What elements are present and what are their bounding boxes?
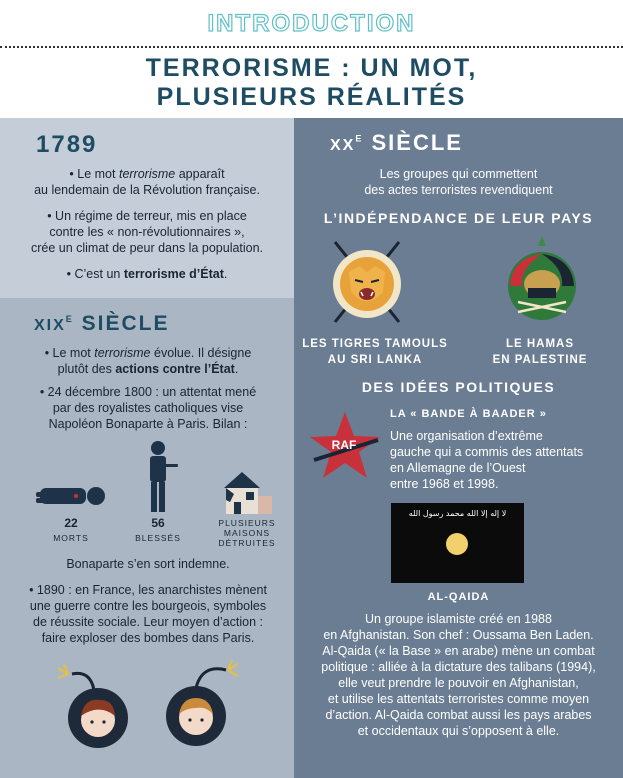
text-chunk: . <box>223 267 228 281</box>
hamas-emblem-icon <box>500 232 584 328</box>
destroyed-house-icon <box>220 470 274 516</box>
dotted-divider <box>0 46 623 48</box>
raf-title: LA « BANDE À BAADER » <box>390 408 547 420</box>
text-line: AU SRI LANKA <box>327 354 423 366</box>
text-chunk: évolue. Il désigne <box>150 346 252 360</box>
text-line: crée un climat de peur dans la population. <box>30 241 264 255</box>
text-line: Les groupes qui commettent <box>379 167 538 181</box>
text-em: terrorisme <box>118 167 176 181</box>
text-line: de réussite sociale. Leur moyen d’action : <box>33 615 263 629</box>
text-line: DÉTRUITES <box>218 538 276 548</box>
text-chunk: • Le mot <box>44 346 95 360</box>
text-line: et occidentaux qui s’opposent à elle. <box>357 724 560 738</box>
title-word: SIÈCLE <box>371 130 463 155</box>
para-1890-anarchists <box>6 582 290 646</box>
text-line: LES TIGRES TAMOULS <box>302 338 448 350</box>
text-line: entre 1968 et 1998. <box>390 477 499 491</box>
page-title-line1: TERRORISME : UN MOT, <box>145 54 478 82</box>
para-al-qaida <box>296 611 621 739</box>
page-title <box>0 54 623 112</box>
title-roman: XIX <box>34 317 66 334</box>
bomb-icon <box>156 656 240 748</box>
text-line: une guerre contre les bourgeois, symboles <box>29 599 267 613</box>
text-line: • Un régime de terreur, mis en place <box>47 209 247 223</box>
text-strong: actions contre l’État <box>115 362 235 376</box>
text-line: MAISONS <box>223 528 271 538</box>
text-line: Al-Qaida (« la Base » en arabe) mène un combat <box>322 644 595 658</box>
text-line: en Allemagne de l’Ouest <box>390 461 526 475</box>
text-line: politique : alliée à la dictature des talibans (1994), <box>321 660 596 674</box>
al-qaida-title: AL-QAIDA <box>427 591 490 603</box>
dead-count: 22 <box>64 516 78 530</box>
section-title-1789: 1789 <box>36 131 98 158</box>
dead-label: MORTS <box>53 533 89 543</box>
text-line: d’action. Al-Qaida combat aussi les pays arabes <box>325 708 592 722</box>
raf-badge-text: RAF <box>331 438 357 452</box>
text-chunk: • Le mot <box>69 167 119 181</box>
text-line: • 24 décembre 1800 : un attentat mené <box>39 385 257 399</box>
para-1789-regime <box>8 208 286 256</box>
bomb-icon <box>54 662 138 748</box>
title-sup: E <box>65 314 74 324</box>
tiger-emblem-icon <box>325 236 409 328</box>
houses-label <box>208 518 286 548</box>
title-sup: E <box>355 133 364 144</box>
text-line: Une organisation d’extrême <box>390 429 543 443</box>
title-roman: XX <box>330 137 356 154</box>
text-line: PLUSIEURS <box>218 518 276 528</box>
text-line: en Afghanistan. Son chef : Oussama Ben Laden. <box>323 628 594 642</box>
para-20th-intro <box>294 166 623 198</box>
para-19th-attack <box>8 384 288 432</box>
subheading-political-ideas: DES IDÉES POLITIQUES <box>361 379 556 395</box>
text-chunk: . <box>234 362 239 376</box>
text-chunk: apparaît <box>175 167 225 181</box>
text-chunk: plutôt des <box>57 362 116 376</box>
text-line: Un groupe islamiste créé en 1988 <box>365 612 552 626</box>
para-unharmed: Bonaparte s’en sort indemne. <box>66 557 230 571</box>
text-line: elle veut prendre le pouvoir en Afghanistan, <box>338 676 579 690</box>
text-line: faire exploser des bombes dans Paris. <box>41 631 255 645</box>
page-title-line2: PLUSIEURS RÉALITÉS <box>156 83 467 111</box>
al-qaida-flag-text: لا إله إلا الله محمد رسول الله <box>408 509 507 518</box>
text-line: LE HAMAS <box>505 338 575 350</box>
text-line: gauche qui a commis des attentats <box>390 445 584 459</box>
section-title-19th <box>34 312 170 336</box>
para-19th-evolution <box>8 345 288 377</box>
text-line: des actes terroristes revendiquent <box>364 183 553 197</box>
text-line: au lendemain de la Révolution française. <box>34 183 260 197</box>
text-line: EN PALESTINE <box>492 354 588 366</box>
title-word: SIÈCLE <box>81 312 170 335</box>
text-line: contre les « non-révolutionnaires », <box>49 225 245 239</box>
body-icon <box>36 478 108 516</box>
page-header <box>0 0 623 118</box>
text-line: par des royalistes catholiques vise <box>52 401 244 415</box>
label-hamas <box>470 336 610 368</box>
subheading-independence: L’INDÉPENDANCE DE LEUR PAYS <box>323 210 594 226</box>
wounded-label: BLESSÉS <box>135 533 181 543</box>
section-title-20th <box>330 130 463 156</box>
text-strong: terrorisme d’État <box>123 267 224 281</box>
text-line: • 1890 : en France, les anarchistes mènent <box>29 583 267 597</box>
text-em: terrorisme <box>94 346 151 360</box>
wounded-count: 56 <box>151 516 165 530</box>
para-raf <box>390 428 620 492</box>
para-1789-state-terrorism <box>8 266 286 282</box>
text-chunk: • C’est un <box>66 267 124 281</box>
text-line: et utilise les attentats terroristes comme moyen <box>327 692 590 706</box>
text-line: Napoléon Bonaparte à Paris. Bilan : <box>48 417 248 431</box>
label-tamil-tigers <box>300 336 450 368</box>
soldier-icon <box>140 440 180 514</box>
para-1789-origin <box>8 166 286 198</box>
intro-label: INTRODUCTION <box>207 10 416 37</box>
